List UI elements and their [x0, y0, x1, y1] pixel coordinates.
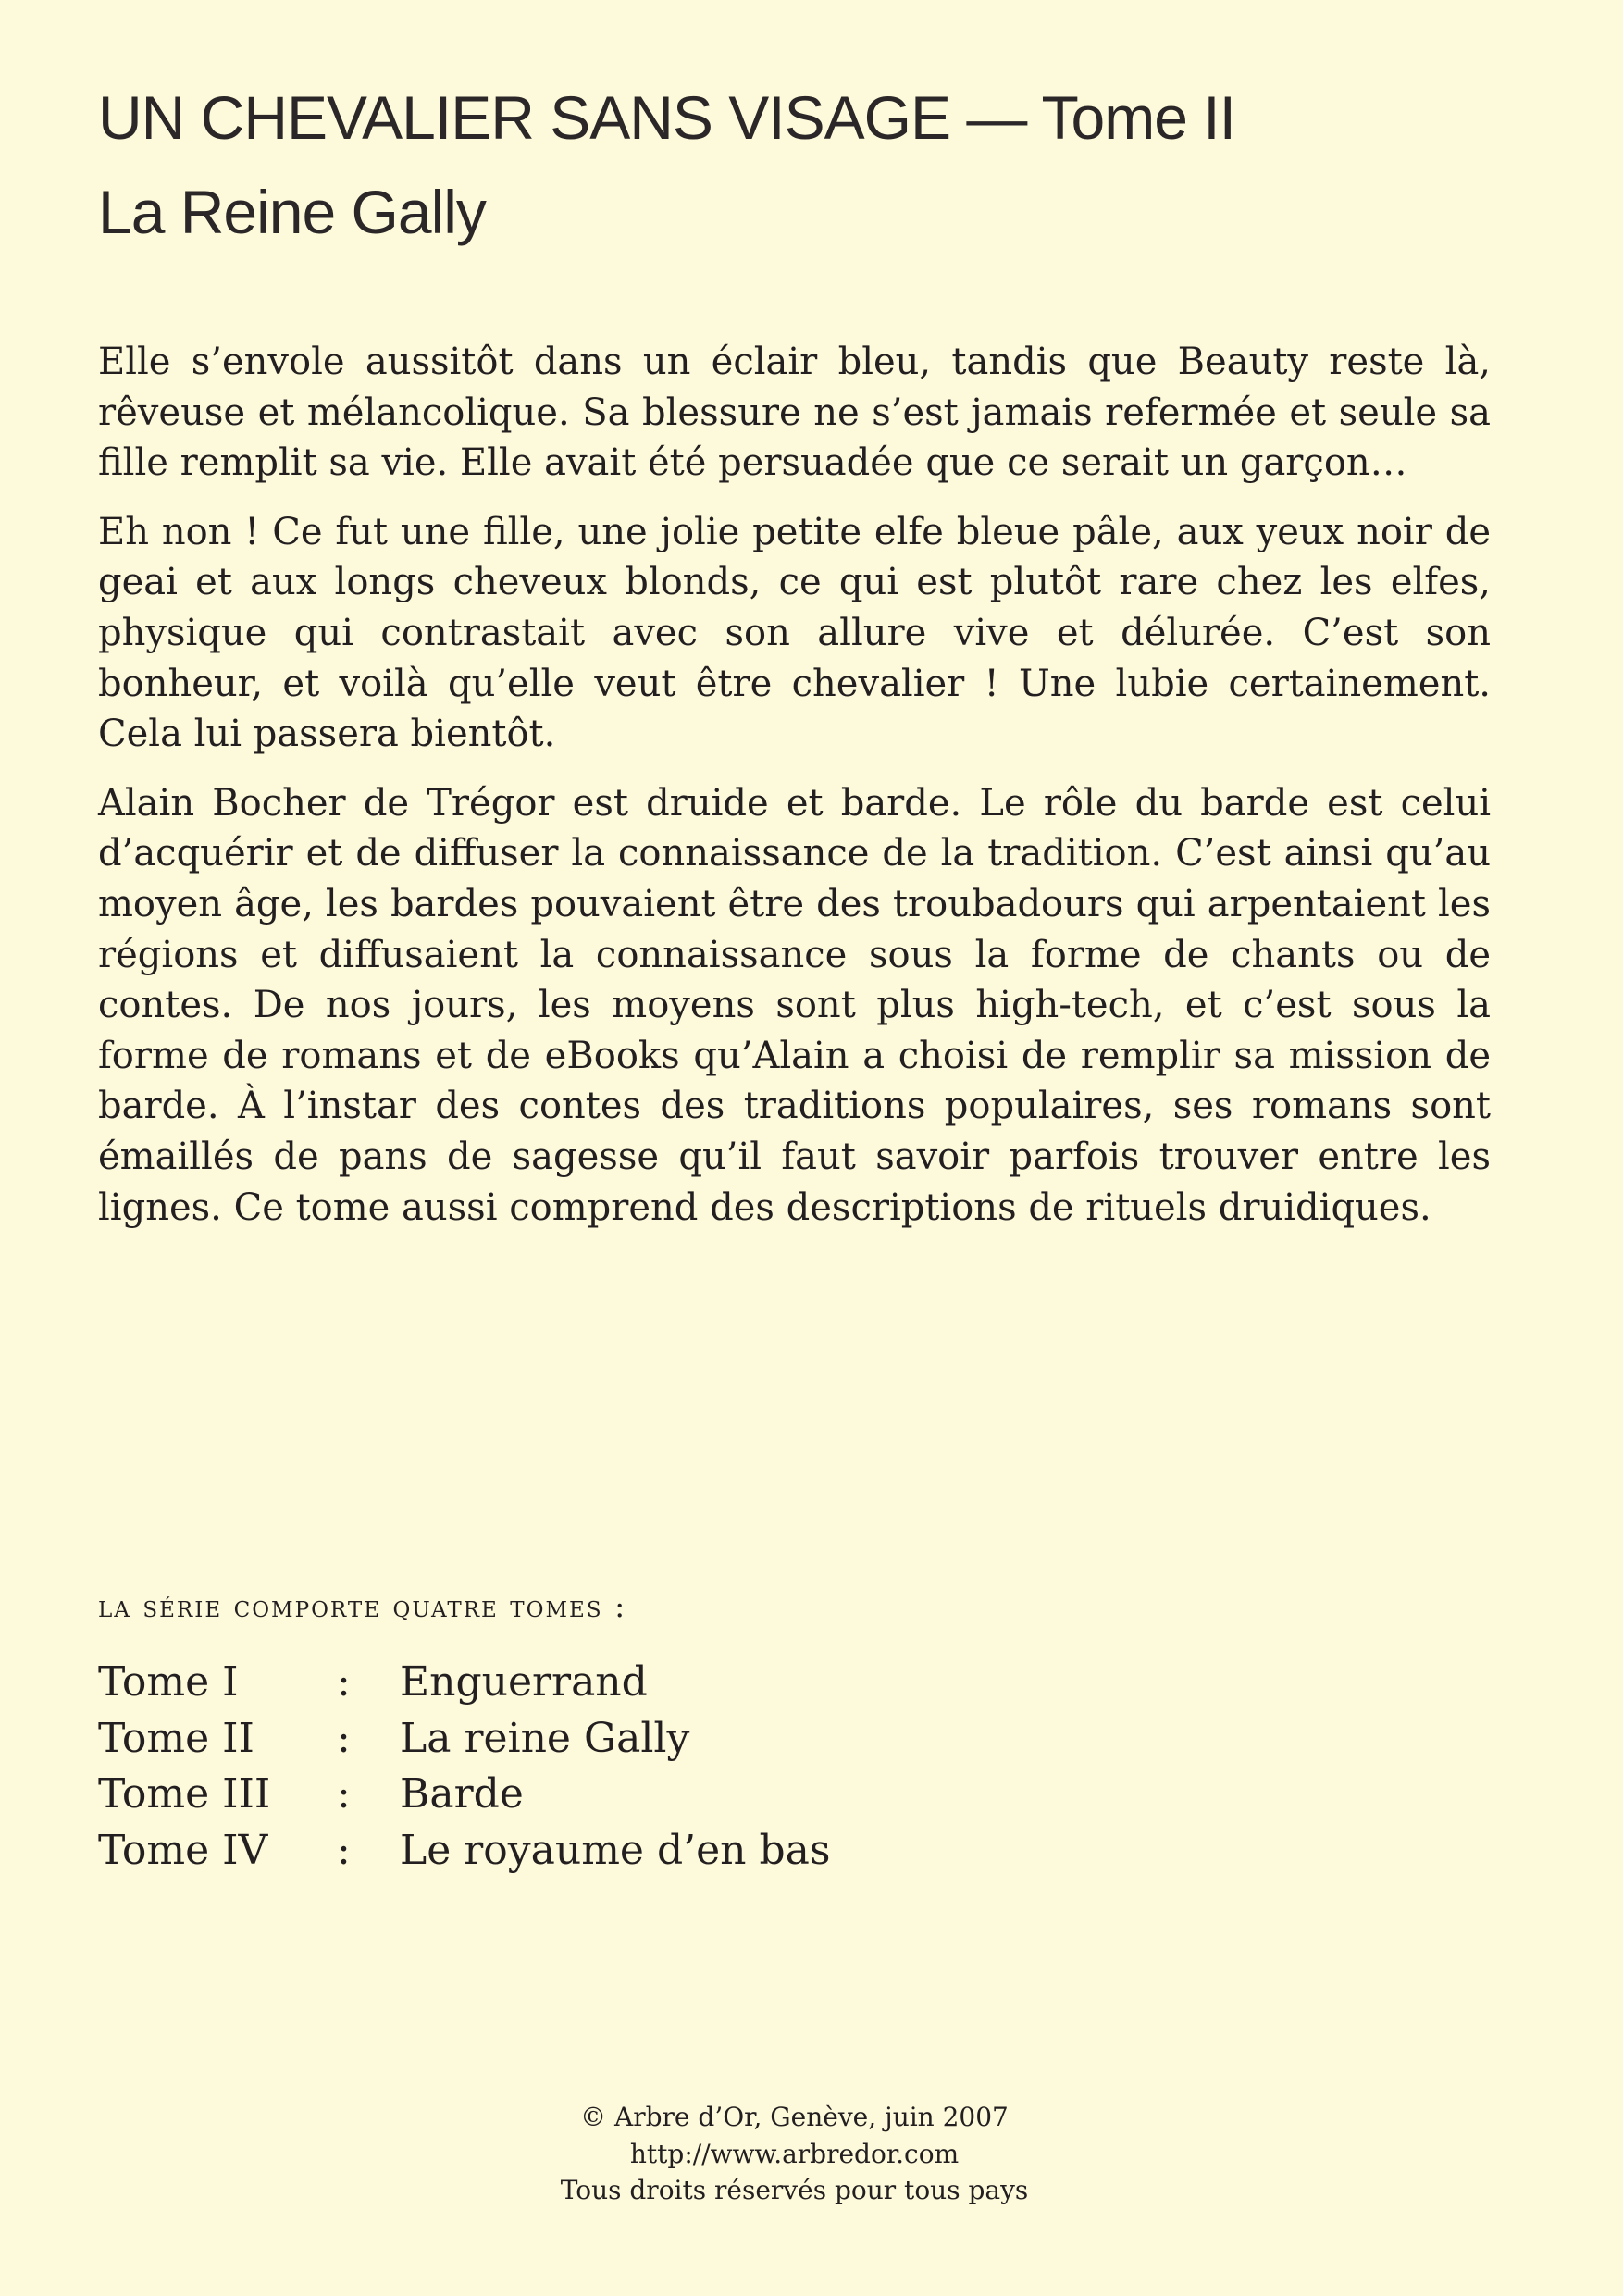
book-subtitle: La Reine Gally [98, 178, 486, 246]
tome-list-item [98, 1711, 830, 1768]
tome-separator: : [337, 1658, 351, 1706]
tome-number: Tome I [98, 1658, 239, 1706]
tome-separator: : [337, 1770, 351, 1818]
copyright-notice: © Arbre d’Or, Genève, juin 2007 [580, 2102, 1009, 2132]
tome-title: Enguerrand [400, 1658, 648, 1706]
tome-number: Tome IV [98, 1826, 268, 1874]
tome-list [98, 1655, 830, 1879]
tome-title: Barde [400, 1770, 524, 1818]
tome-title: Le royaume d’en bas [400, 1826, 831, 1874]
tome-list-item [98, 1823, 830, 1880]
book-title: UN CHEVALIER SANS VISAGE — Tome II [98, 83, 1235, 152]
paragraph: Alain Bocher de Trégor est druide et barde. Le rôle du barde est celui d’acquérir et de diffuser la connaissance de la tradition. C’est ainsi qu’au moyen âge, les bardes pouvaient être des troubadours qui arpentaient les régions et diffusaient la connaissance sous la forme de chants ou de contes. De nos jours, les moyens sont plus high-tech, et c’est sous la forme de romans et de eBooks qu’Alain a choisi de remplir sa mission de barde. À l’instar des contes des traditions populaires, ses romans sont émaillés de pans de sagesse qu’il faut savoir parfois trouver entre les lignes. Ce tome aussi comprend des descriptions de rituels druidiques. [98, 781, 1491, 1229]
tome-list-item [98, 1767, 830, 1823]
paragraph: Elle s’envole aussitôt dans un éclair bleu, tandis que Beauty reste là, rêveuse et mélancolique. Sa blessure ne s’est jamais refermée et seule sa fille remplit sa vie. Elle avait été persuadée que ce serait un garçon… [98, 341, 1491, 485]
tome-number: Tome III [98, 1770, 271, 1818]
tome-separator: : [337, 1714, 351, 1762]
tome-list-item [98, 1655, 830, 1711]
series-heading: la série comporte quatre tomes : [98, 1588, 627, 1624]
tome-number: Tome II [98, 1714, 254, 1762]
footer [98, 2099, 1491, 2209]
paragraph: Eh non ! Ce fut une fille, une jolie petite elfe bleue pâle, aux yeux noir de geai et aux longs cheveux blonds, ce qui est plutôt rare chez les elfes, physique qui contrastait avec son allure vive et délurée. C’est son bonheur, et voilà qu’elle veut être chevalier ! Une lubie certainement. Cela lui passera bientôt. [98, 510, 1491, 756]
description-text [98, 337, 1491, 1251]
rights-notice: Tous droits réservés pour tous pays [560, 2175, 1029, 2205]
tome-separator: : [337, 1826, 351, 1874]
tome-title: La reine Gally [400, 1714, 690, 1762]
website-url: http://www.arbredor.com [629, 2138, 960, 2169]
